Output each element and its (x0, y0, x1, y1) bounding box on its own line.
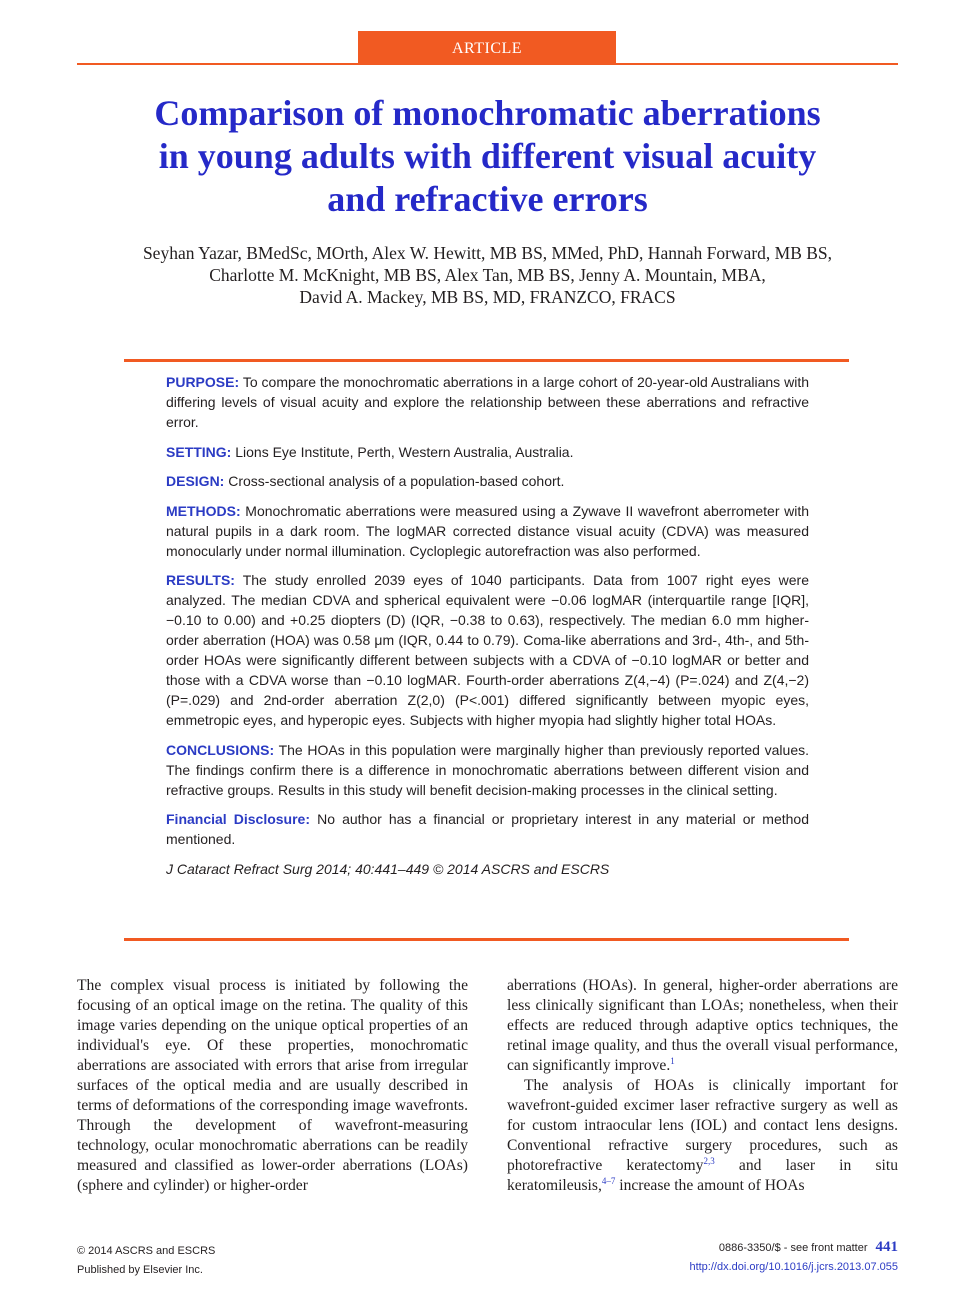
reference-link[interactable]: 4–7 (601, 1176, 616, 1186)
abstract-purpose (166, 372, 809, 432)
body-column-left (77, 976, 468, 1196)
footer-left (77, 1242, 215, 1280)
reference-link[interactable]: 2,3 (703, 1156, 715, 1166)
section-text: No author has a financial or proprietary interest in any material or method mentioned. (166, 811, 809, 847)
section-label: DESIGN: (166, 473, 225, 489)
footer-right (689, 1238, 898, 1277)
abstract-setting (166, 442, 809, 462)
title-line: in young adults with different visual acuity (158, 136, 817, 176)
abstract-top-rule (124, 359, 849, 362)
abstract-results (166, 570, 809, 730)
section-text: Monochromatic aberrations were measured using a Zywave II wavefront aberrometer with natural pupils in a dark room. The logMAR corrected distance visual acuity (CDVA) was measured monocularly under normal illumination. Cycloplegic autorefraction was also performed. (166, 502, 809, 559)
body-paragraph (507, 976, 898, 1076)
abstract-bottom-rule (124, 938, 849, 941)
section-text: The study enrolled 2039 eyes of 1040 participants. Data from 1007 right eyes were analyzed. The median CDVA and spherical equivalent were −0.06 logMAR (interquartile range [IQR], −0.10 to 0.00) and +0.25 diopters (D) (IQR, −0.38 to 0.63), respectively. The median 6.0 mm higher-order aberration (HOA) was 0.58 μm (IQR, 0.44 to 0.79). Coma-like aberrations and 3rd-, 4th-, and 5th-order HOAs were significantly different between subjects with a CDVA of −0.10 logMAR or better and those with a CDVA worse than −0.10 logMAR. Fourth-order aberrations Z(4,−4) (P=.024) and Z(4,−2) (P=.029) and 2nd-order aberration Z(2,0) (P<.001) differed significantly between myopic eyes, emmetropic eyes, and hyperopic eyes. Subjects with higher myopia had slightly higher total HOAs. (166, 572, 809, 728)
issn-line (689, 1238, 898, 1258)
doi-link[interactable]: http://dx.doi.org/10.1016/j.jcrs.2013.07.055 (689, 1261, 898, 1273)
section-label: RESULTS: (166, 572, 235, 588)
copyright: © 2014 ASCRS and ESCRS (77, 1245, 216, 1257)
abstract-conclusions (166, 740, 809, 800)
issn: 0886-3350/$ - see front matter (718, 1242, 868, 1254)
page-number: 441 (875, 1239, 898, 1255)
section-label: Financial Disclosure: (166, 811, 311, 827)
section-label: SETTING: (166, 443, 232, 460)
publisher: Published by Elsevier Inc. (77, 1264, 203, 1276)
body-paragraph (507, 1076, 898, 1196)
author-list (60, 242, 915, 308)
paragraph-text: increase the amount of HOAs (615, 1177, 805, 1194)
section-text: To compare the monochromatic aberrations in a large cohort of 20-year-old Australians with differing levels of visual acuity and explore the relationship between these aberrations and refractive error. (166, 374, 810, 430)
author-line: Charlotte M. McKnight, MB BS, Alex Tan, MB BS, Jenny A. Mountain, MBA, (209, 265, 766, 285)
section-label: PURPOSE: (166, 374, 240, 390)
article-title (60, 92, 915, 221)
paragraph-text: and laser in situ keratomileusis, (507, 1157, 898, 1194)
title-line: Comparison of monochromatic aberrations (154, 93, 821, 133)
reference-link[interactable]: 1 (670, 1056, 675, 1066)
section-text: The HOAs in this population were marginally higher than previously reported values. The findings confirm there is a difference in monochromatic aberrations between different vision and refractive groups. Results in this study will benefit decision-making processes in the clinical setting. (166, 741, 810, 798)
article-type-badge: ARTICLE (358, 31, 616, 65)
abstract-methods (166, 501, 809, 561)
body-column-right (507, 976, 898, 1196)
section-label: METHODS: (166, 502, 241, 519)
abstract-financial-disclosure (166, 809, 809, 849)
title-line: and refractive errors (327, 179, 648, 219)
abstract-design (166, 471, 809, 491)
author-line: Seyhan Yazar, BMedSc, MOrth, Alex W. Hewitt, MB BS, MMed, PhD, Hannah Forward, MB BS, (142, 243, 833, 263)
section-text: Cross-sectional analysis of a population-based cohort. (228, 473, 565, 489)
paragraph-text: aberrations (HOAs). In general, higher-order aberrations are less clinically significant than LOAs; nonetheless, when their effects are reduced through adaptive optics techniques, the retinal image quality, and thus the overall visual performance, can significantly improve. (507, 977, 898, 1074)
section-text: Lions Eye Institute, Perth, Western Australia, Australia. (235, 443, 574, 460)
paragraph-text: The analysis of HOAs is clinically important for wavefront-guided excimer laser refractive surgery as well as for custom intraocular lens (IOL) and contact lens designs. Conventional refractive surgery procedures, such as photorefractive keratectomy (507, 1077, 898, 1174)
author-line: David A. Mackey, MB BS, MD, FRANZCO, FRACS (299, 287, 676, 307)
body-paragraph: The complex visual process is initiated by following the focusing of an optical image on the retina. The quality of this image varies depending on the unique optical properties of an individual's eye. Of these properties, monochromatic aberrations are associated with errors that arise from irregular surfaces of the optical media and are usually described in terms of deformations of the corresponding image wavefronts. Through the development of wavefront-measuring technology, ocular monochromatic aberrations can be readily measured and classified as lower-order aberrations (LOAs) (sphere and cylinder) or higher-order (77, 977, 468, 1194)
journal-citation: J Cataract Refract Surg 2014; 40:441–449 © 2014 ASCRS and ESCRS (166, 860, 610, 877)
abstract (166, 372, 809, 879)
section-label: CONCLUSIONS: (166, 741, 275, 758)
